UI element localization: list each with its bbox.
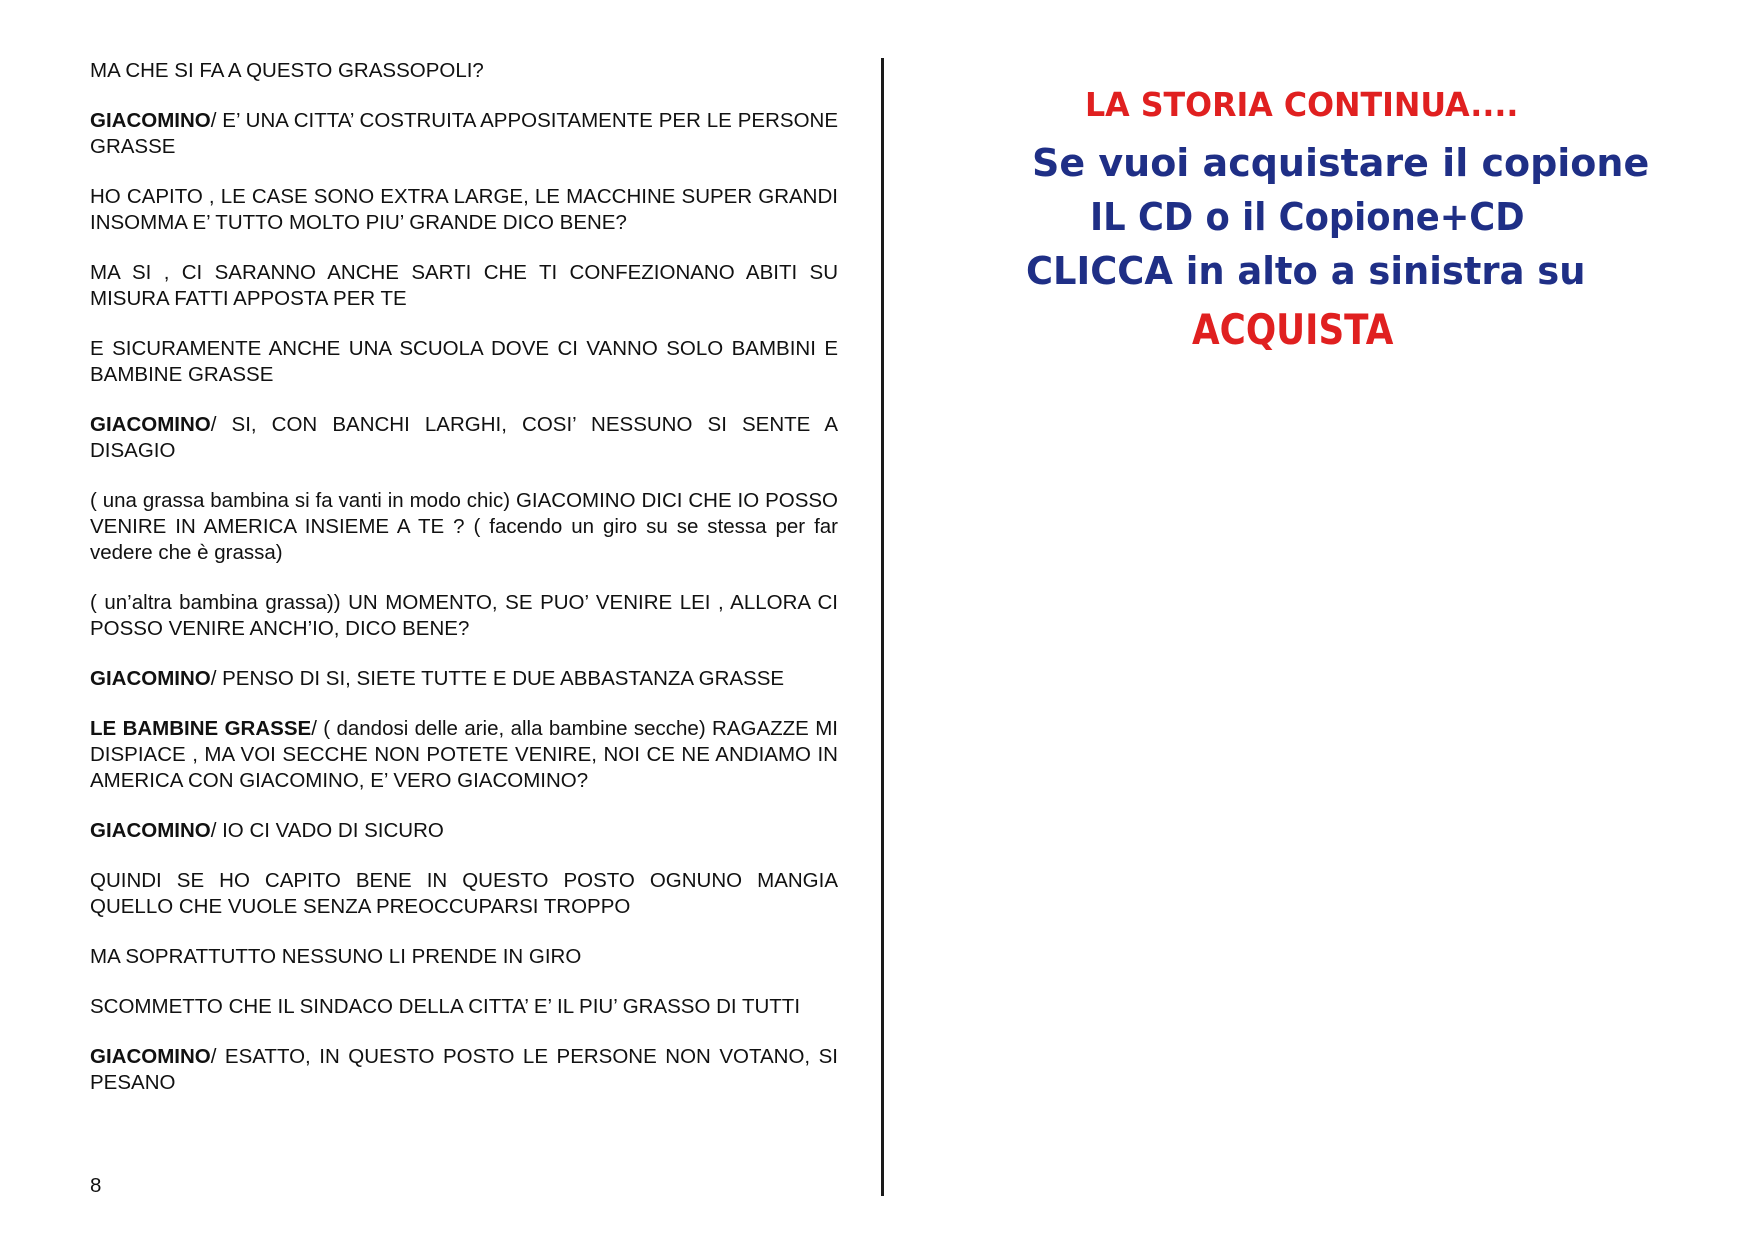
page-divider (881, 58, 884, 1196)
script-paragraph (90, 1044, 838, 1096)
script-paragraph (90, 336, 838, 388)
script-paragraph (90, 412, 838, 464)
speaker-name: GIACOMINO (90, 819, 211, 842)
dialogue-text: / E’ UNA CITTA’ COSTRUITA APPOSITAMENTE PER LE PERSONE GRASSE (90, 109, 838, 158)
script-paragraph (90, 58, 838, 84)
script-paragraph (90, 716, 838, 794)
script-paragraph (90, 944, 838, 970)
dialogue-text: / SI, CON BANCHI LARGHI, COSI’ NESSUNO SI SENTE A DISAGIO (90, 413, 838, 462)
script-paragraph (90, 666, 838, 692)
dialogue-text: / ESATTO, IN QUESTO POSTO LE PERSONE NON VOTANO, SI PESANO (90, 1045, 838, 1094)
script-paragraph (90, 994, 838, 1020)
script-page (90, 58, 838, 1120)
speaker-name: LE BAMBINE GRASSE (90, 717, 312, 740)
speaker-name: GIACOMINO (90, 413, 211, 436)
dialogue-text: / ( dandosi delle arie, alla bambine secche) RAGAZZE MI DISPIACE , MA VOI SECCHE NON POTETE VENIRE, NOI CE NE ANDIAMO IN AMERICA CON GIACOMINO, E’ VERO GIACOMINO? (90, 717, 838, 792)
speaker-name: GIACOMINO (90, 109, 211, 132)
script-paragraph (90, 108, 838, 160)
dialogue-text: ( una grassa bambina si fa vanti in modo chic) GIACOMINO DICI CHE IO POSSO VENIRE IN AMERICA INSIEME A TE ? ( facendo un giro su se stessa per far vedere che è grassa) (90, 489, 838, 564)
promo-buy-link[interactable]: ACQUISTA (1192, 305, 1394, 354)
dialogue-text: SCOMMETTO CHE IL SINDACO DELLA CITTA’ E’ IL PIU’ GRASSO DI TUTTI (90, 995, 801, 1018)
promo-headline: LA STORIA CONTINUA.... (1085, 85, 1519, 124)
script-paragraph (90, 260, 838, 312)
dialogue-text: / PENSO DI SI, SIETE TUTTE E DUE ABBASTANZA GRASSE (210, 667, 785, 690)
speaker-name: GIACOMINO (90, 1045, 211, 1068)
dialogue-text: MA SI , CI SARANNO ANCHE SARTI CHE TI CONFEZIONANO ABITI SU MISURA FATTI APPOSTA PER TE (90, 261, 838, 310)
promo-instruction-text: CLICCA in alto a sinistra su (1026, 249, 1586, 293)
promo-options-text: IL CD o il Copione+CD (1090, 195, 1525, 239)
script-paragraph (90, 184, 838, 236)
script-paragraph (90, 818, 838, 844)
page-number: 8 (90, 1174, 102, 1197)
dialogue-text: MA CHE SI FA A QUESTO GRASSOPOLI? (90, 59, 484, 82)
script-paragraph (90, 868, 838, 920)
dialogue-text: E SICURAMENTE ANCHE UNA SCUOLA DOVE CI VANNO SOLO BAMBINI E BAMBINE GRASSE (90, 337, 838, 386)
dialogue-text: / IO CI VADO DI SICURO (210, 819, 444, 842)
script-paragraph (90, 488, 838, 566)
script-paragraph (90, 590, 838, 642)
dialogue-text: HO CAPITO , LE CASE SONO EXTRA LARGE, LE MACCHINE SUPER GRANDI INSOMMA E’ TUTTO MOLTO PIU’ GRANDE DICO BENE? (90, 185, 838, 234)
dialogue-text: QUINDI SE HO CAPITO BENE IN QUESTO POSTO OGNUNO MANGIA QUELLO CHE VUOLE SENZA PREOCCUPARSI TROPPO (90, 869, 838, 918)
dialogue-text: ( un’altra bambina grassa)) UN MOMENTO, SE PUO’ VENIRE LEI , ALLORA CI POSSO VENIRE ANCH’IO, DICO BENE? (90, 591, 838, 640)
speaker-name: GIACOMINO (90, 667, 211, 690)
promo-buy-script-text: Se vuoi acquistare il copione (1032, 141, 1650, 185)
dialogue-text: MA SOPRATTUTTO NESSUNO LI PRENDE IN GIRO (90, 945, 582, 968)
